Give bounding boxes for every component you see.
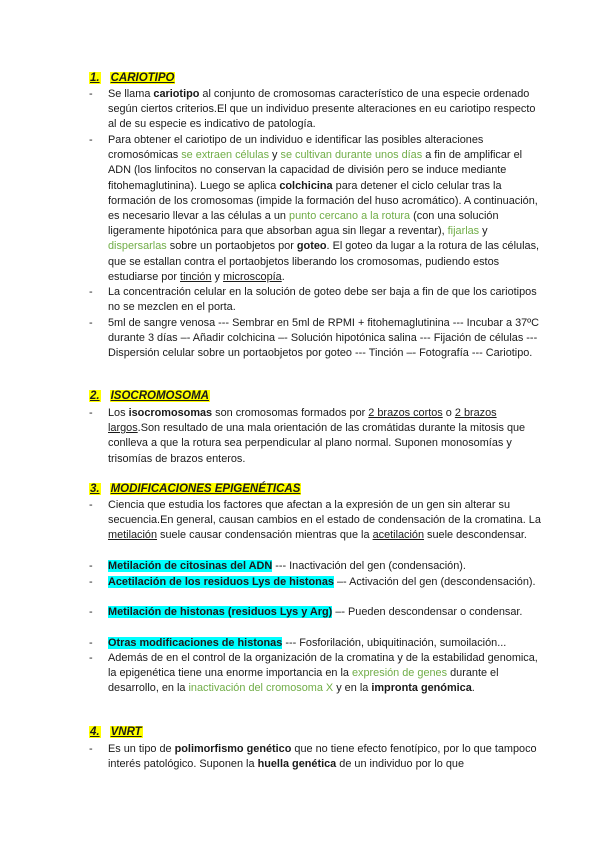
underlined-term: tinción [180,270,212,283]
text-run: suele causar condensación mientras que la [157,529,373,542]
green-term: se extraen células [181,149,270,162]
text-run: (con una solución ligeramente hipotónica para que absorban agua sin llegar a reventar), [108,210,499,238]
text-run: --- Fosforilación, ubiquitinación, sumoilación... [282,637,507,649]
bold-term: huella genética [257,758,337,771]
text-run: suele descondensar. [424,529,527,542]
section-number: 3. [90,483,100,495]
text-run: Además de en el control de la organización de la cromatina y de la estabilidad genomica, la epigenética tiene una enorme importancia en la [108,652,538,680]
green-term: dispersarlas [108,240,167,253]
text-run: La concentración celular en la solución de goteo debe ser baja a fin de que los cariotipos no se mezclen en el porta. [108,286,537,314]
section-heading-3 [89,482,301,497]
text-run: .Son resultado de una mala orientación de las cromátidas durante la mitosis que conlleva a que la rotura sea perpendicular al plano normal. Suponen monosomías y trisomías de brazos enteros. [108,422,526,465]
text-run: . El goteo da lugar a la rotura de las células, que se estallan contra el portaobjetos liberando los cromosomas, pudiendo estos estudiarse por [108,240,540,283]
text-run: –- Pueden descondensar o condensar. [332,606,523,618]
green-term: fijarlas [447,225,480,238]
green-term: punto cercano a la rotura [289,210,411,223]
text-run: Es un tipo de [108,743,175,755]
highlighted-term: Metilación de histonas (residuos Lys y Arg) [108,606,333,618]
text-run: a fin de amplificar el ADN (los linfocitos no conservan la capacidad de división pero se induce mediante fitohemaglutinina). Luego se aplica [108,149,523,192]
text-run: que no tiene efecto fenotípico, por lo que tampoco interés patológico. Suponen la [108,743,537,771]
list-item: - Metilación de citosinas del ADN --- Inactivación del gen (condensación). [89,559,544,574]
bold-term: colchicina [279,179,333,192]
underlined-term: microscopía [223,270,282,283]
list-item-text [108,742,544,772]
highlighted-term: Otras modificaciones de histonas [108,637,283,649]
text-run: –- Activación del gen (descondensación). [333,576,536,588]
bold-term: impronta genómica [371,682,472,695]
list-item-text [108,133,544,285]
list-item: - Es un tipo de polimorfismo genético que no tiene efecto fenotípico, por lo que tampoco interés patológico. Suponen la huella genética de un individuo por lo que [89,742,544,772]
list-item-text [108,559,544,574]
list-item: - Se llama cariotipo al conjunto de cromosomas característico de una especie ordenado según ciertos criterios.El que un individuo presente alteraciones en eu cariotipo respecto al de su especie es indicativo de patología. [89,87,544,133]
underlined-term: metilación [108,529,158,542]
text-run: sobre un portaobjetos por [166,240,297,253]
section-title: CARIOTIPO [110,72,175,84]
list-item: - 5ml de sangre venosa --- Sembrar en 5ml de RPMI + fitohemaglutinina --- Incubar a 37ºC durante 3 días –- Añadir colchicina –- Solución hipotónica salina --- Fijación de células --- Dispersión celular sobre un portaobjetos por goteo --- Tinción –- Fotografía --- Cariotipo. [89,316,544,362]
section-number: 1. [90,72,100,84]
list-item-text [108,575,544,590]
list-item-text [108,498,544,544]
list-item-text [108,406,544,467]
text-run: 5ml de sangre venosa --- Sembrar en 5ml de RPMI + fitohemaglutinina --- Incubar a 37ºC durante 3 días –- Añadir colchicina –- Solución hipotónica salina --- Fijación de células --- Dispersión celular sobre un portaobjetos por goteo --- Tinción –- Fotografía --- Cariotipo. [108,317,540,360]
list-item-text [108,87,544,133]
text-run: para detener el ciclo celular tras la formación de los cromosomas (impide la formación del huso acromático). A continuación, es necesario llevar a las células a un [108,179,538,223]
section-number: 4. [90,726,100,738]
highlighted-term: Acetilación de los residuos Lys de histonas [108,576,334,588]
text-run: Ciencia que estudia los factores que afectan a la expresión de un gen sin alterar su secuencia.En general, causan cambios en el estado de condensación de la cromatina. La [108,499,541,527]
list-item: - Además de en el control de la organización de la cromatina y de la estabilidad genomica, la epigenética tiene una enorme importancia en la expresión de genes durante el desarrollo, en la inactivación del cromosoma X y en la impronta genómica. [89,651,544,697]
bold-term: polimorfismo genético [174,743,292,755]
list-item: - Acetilación de los residuos Lys de histonas –- Activación del gen (descondensación). [89,575,544,590]
list-item: - La concentración celular en la solución de goteo debe ser baja a fin de que los cariotipos no se mezclen en el porta. [89,285,544,315]
text-run: son cromosomas formados por [212,407,369,419]
text-run: Se llama [108,88,154,100]
section-title: VNRT [110,726,142,738]
section-heading-1 [89,71,175,86]
highlighted-term: Metilación de citosinas del ADN [108,560,273,572]
text-run: de un individuo por lo que [336,758,465,771]
green-term: se cultivan durante unos días [280,149,423,162]
text-run: . [281,270,285,283]
section-number: 2. [90,390,100,402]
green-term: inactivación del cromosoma X [188,682,334,695]
green-term: expresión de genes [352,667,448,680]
list-item-text [108,636,544,651]
underlined-term: acetilación [372,529,425,542]
list-item: - Metilación de histonas (residuos Lys y Arg) –- Pueden descondensar o condensar. [89,605,544,620]
section-heading-4 [89,725,143,740]
list-item: - Otras modificaciones de histonas --- Fosforilación, ubiquitinación, sumoilación... [89,636,544,651]
text-run: y en la [333,682,372,695]
text-run: o [442,407,455,419]
text-run: . [471,682,475,695]
text-run: al conjunto de cromosomas característico de una especie ordenado según ciertos criterios.El que un individuo presente alteraciones en eu cariotipo respecto al de su especie es indicativo de patología. [108,88,536,131]
text-run: y [211,270,224,283]
section-title: ISOCROMOSOMA [110,390,209,402]
text-run: Los [108,407,129,419]
list-item: - Para obtener el cariotipo de un individuo e identificar las posibles alteraciones cromosómicas se extraen células y se cultivan durante unos días a fin de amplificar el ADN (los linfocitos no conservan la capacidad de división pero se induce mediante fitohemaglutinina). Luego se aplica colchicina para detener el ciclo celular tras la formación de los cromosomas (impide la formación del huso acromático). A continuación, es necesario llevar a las células a un punto cercano a la rotura (con una solución ligeramente hipotónica para que absorban agua sin llegar a reventar), fijarlas y dispersarlas sobre un portaobjetos por goteo. El goteo da lugar a la rotura de las células, que se estallan contra el portaobjetos liberando los cromosomas, pudiendo estos estudiarse por tinción y microscopía. [89,133,544,285]
bold-term: isocromosomas [128,407,213,419]
list-item: - Los isocromosomas son cromosomas formados por 2 brazos cortos o 2 brazos largos.Son resultado de una mala orientación de las cromátidas durante la mitosis que conlleva a que la rotura sea perpendicular al plano normal. Suponen monosomías y trisomías de brazos enteros. [89,406,544,467]
underlined-term: 2 brazos cortos [368,407,443,419]
list-item: - Ciencia que estudia los factores que afectan a la expresión de un gen sin alterar su secuencia.En general, causan cambios en el estado de condensación de la cromatina. La metilación suele causar condensación mientras que la acetilación suele descondensar. [89,498,544,544]
section-title: MODIFICACIONES EPIGENÉTICAS [110,483,301,495]
text-run: Para obtener el cariotipo de un individuo e identificar las posibles alteraciones cromosómicas [108,134,484,162]
text-run: y [479,225,488,238]
list-item-text [108,285,544,315]
list-item-text [108,316,544,362]
bold-term: cariotipo [153,88,200,100]
list-item-text [108,605,544,620]
text-run: y [269,149,281,162]
bold-term: goteo [296,240,327,253]
underlined-term: 2 brazos largos [108,407,497,435]
text-run: durante el desarrollo, en la [108,667,499,695]
section-heading-2 [89,389,210,404]
text-run: --- Inactivación del gen (condensación). [272,560,466,572]
list-item-text [108,651,544,697]
